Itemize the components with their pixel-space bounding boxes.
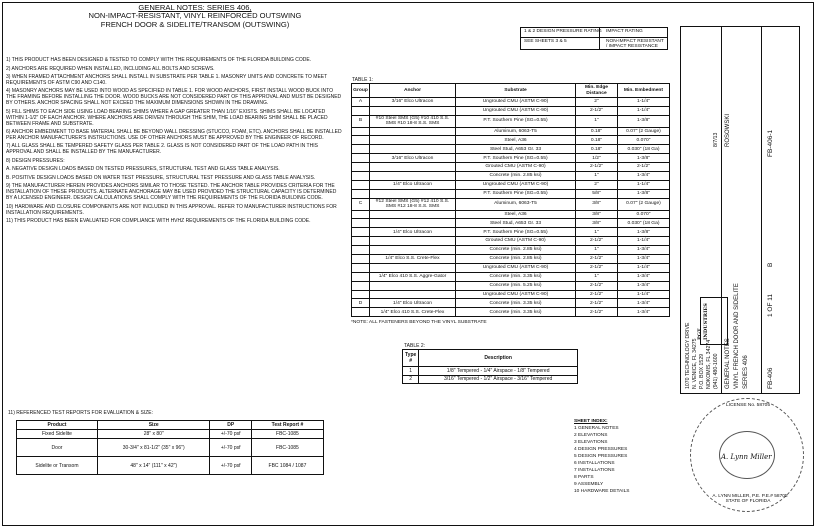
table-cell: 1-1/4" [618,290,670,299]
date: 8/7/13 [713,132,719,147]
table-row [352,308,670,317]
table-header: Size [97,421,210,430]
table-cell [352,254,370,263]
table-header: DP [210,421,251,430]
revision: B [767,262,774,267]
table-cell: 1-3/4" [618,254,670,263]
table-header: Min. Embedment [618,84,670,98]
title-line-3: SERIES 406 [743,355,749,389]
table-cell: 1 [403,367,419,376]
title-line-2: VINYL FRENCH DOOR AND SIDELITE [734,283,740,389]
table-cell: +/-70 psf [210,457,251,475]
table-cell: P.T. Southern Pine (SG=0.55) [456,154,576,163]
table-cell: 2" [576,98,618,107]
table-cell: 5/8" [576,189,618,198]
table-cell: 1/4" Elco Ultracon [370,299,456,308]
table-cell: 1-1/4" [618,106,670,115]
table-cell: 2-1/2" [576,308,618,317]
note-6: 6) ANCHOR EMBEDMENT TO BASE MATERIAL SHALL BE BEYOND WALL DRESSING (STUCCO, FOAM, ETC). ANCHORS SHALL BE INSTALLED PER ANCHOR MANUFACTURER'S INSTRUCTIONS. USE OF OTHER ANCHORS MUST BE APPROVED BY THE ENGINEER OF RECORD. [6,129,342,141]
table-header: Anchor [370,84,456,98]
glass-table [402,349,578,384]
design-pressure-box [520,27,668,50]
table-cell [352,163,370,172]
table-cell: 2-1/2" [576,237,618,246]
table-cell: 1-3/4" [618,299,670,308]
engineer-name: A. LYNN MILLER, P.E. P.E.# 58705 [712,494,788,499]
table-cell: D [352,299,370,308]
table-cell: Concrete (min. 2.85 ksi) [456,172,576,181]
table-row [352,127,670,136]
company-logo [697,297,728,345]
table1-title: TABLE 1: [352,77,374,83]
table-cell: 1-1/4" [618,263,670,272]
table-cell: 2-1/2" [576,281,618,290]
table-cell: FBC 1084 / 1087 [251,457,323,475]
impact-value: NON-IMPACT RESISTANT / IMPACT RESISTANCE [606,39,664,49]
table-cell: 0.030" (18 Ga) [618,219,670,228]
table-cell: FBC-1085 [251,439,323,457]
table-cell: Sidelite or Transom [17,457,98,475]
header-line-3: FRENCH DOOR & SIDELITE/TRANSOM (OUTSWING) [100,19,290,29]
table-cell: 1-1/4" [618,237,670,246]
table-cell: 2-1/2" [576,163,618,172]
table-cell [352,237,370,246]
table-cell: 2-1/2" [576,263,618,272]
table-cell: Steel Stud, A653 Gr. 33 [456,145,576,154]
table-row [352,281,670,290]
table-cell [370,237,456,246]
table-cell [370,210,456,219]
pressure-label: 1 & 2 DESIGN PRESSURE RATING [524,29,602,34]
table-cell: Steel, A36 [456,210,576,219]
table-cell [352,127,370,136]
table-cell: 1-1/4" [618,98,670,107]
table-cell: +/-70 psf [210,439,251,457]
table-cell: P.T. Southern Pine (SG=0.55) [456,228,576,237]
note-8: 8) DESIGN PRESSURES: [6,157,65,164]
table-cell: 1-3/4" [618,246,670,255]
table-row [352,163,670,172]
table-cell: 1/4" Elco 410 S.S. Aggre-Gator [370,272,456,281]
table-cell: Concrete (min. 3.35 ksi) [456,308,576,317]
list-item: 9 ASSEMBLY [574,482,604,487]
logo-text: PGT INDUSTRIES [697,303,709,340]
company-address-2: N. VENICE, FL 34275 [692,338,698,389]
company-address-4: NOKOMIS, FL 34274 [706,339,712,389]
table-cell: Ungrouted CMU (ASTM C-90) [456,106,576,115]
anchor-table [351,83,670,317]
table-header: Group [352,84,370,98]
dwg-number: FB-406-1 [767,129,774,157]
table-cell: Aluminum, 6063-T5 [456,127,576,136]
list-item: 8 PARTS [574,475,594,480]
table-cell [352,290,370,299]
list-item: 5 DESIGN PRESSURES [574,454,628,459]
table-cell: 48" x 14" (111" x 42") [97,457,210,475]
sheet-header [45,4,345,29]
note-3: 3) WHEN FRAMED ATTACHMENT ANCHORS SHALL INSTALL IN SUBSTRATE PER TABLE 1. MASONRY UNITS AND CONCRETE TO MEET REQUIREMENTS OF ASTM C90 AND C140. [6,74,328,86]
table-cell [370,163,456,172]
table-cell: 1/4" Elco Ultracon [370,228,456,237]
list-item: 7 INSTALLATIONS [574,468,615,473]
impact-label: IMPACT RATING [606,29,643,34]
company-phone: (941) 480-1600 [713,353,719,389]
table-cell: FBC-1085 [251,430,323,439]
table-row [403,367,578,376]
list-item: 1 GENERAL NOTES [574,426,619,431]
table-header: Substrate [456,84,576,98]
table-cell: Door [17,439,98,457]
header-line-2: NON-IMPACT-RESISTANT, VINYL REINFORCED OUTSWING [88,11,302,21]
table-cell: 0.07" (2 Gauge) [618,198,670,210]
table-header: Type # [403,350,419,367]
table-cell: 1/4" Elco 410 S.S. Crete-Flex [370,308,456,317]
table-cell: 2 [403,375,419,384]
product-table-title: 11) REFERENCED TEST REPORTS FOR EVALUATION & SIZE: [8,410,154,416]
table-row [352,299,670,308]
table-cell: #10 Steel SMS (G5) #10 410 S.S. SMS #10 18-8 S.S. SMS [370,115,456,127]
table-cell: 1-3/4" [618,308,670,317]
table-row [352,228,670,237]
table-cell [352,308,370,317]
table-cell [370,189,456,198]
table-cell: P.T. Southern Pine (SG=0.55) [456,189,576,198]
table-cell: 1" [576,228,618,237]
table-cell [352,136,370,145]
table-cell: Aluminum, 6063-T5 [456,198,576,210]
table-cell: 1/8" Tempered - 1/4" Airspace - 1/8" Tempered [419,367,578,376]
note-7: 7) ALL GLASS SHALL BE TEMPERED SAFETY GLASS PER TABLE 2. GLASS IS NOT CONSIDERED PART OF THE LOAD PATH IN THIS APPROVAL AND SHALL BE INSTALLED BY THE MANUFACTURER. [6,143,318,156]
table-cell: 0.18" [576,145,618,154]
table-cell [352,228,370,237]
table-cell: 3/16" Elco Ultracon [370,154,456,163]
table-cell [352,180,370,189]
table-cell: Ungrouted CMU (ASTM C-90) [456,290,576,299]
drawn-by: ROSOWSKI [725,113,731,147]
table-row [352,154,670,163]
table-cell: 2-1/2" [576,290,618,299]
table-cell: 0.030" (18 Ga) [618,145,670,154]
table-cell: Concrete (min. 2.85 ksi) [456,254,576,263]
list-item: 2 ELEVATIONS [574,433,608,438]
table-cell: 1-3/4" [618,272,670,281]
table-row [17,439,324,457]
seal-ring-bottom: STATE OF FLORIDA [725,499,771,504]
table-cell: 1/4" Elco S.S. Crete-Flex [370,254,456,263]
table-row [352,219,670,228]
table-cell: Fixed Sidelite [17,430,98,439]
table-row [352,263,670,272]
note-2: 2) ANCHORS ARE REQUIRED WHEN INSTALLED, INCLUDING ALL BOLTS AND SCREWS. [6,65,215,72]
table-row [352,106,670,115]
table-header: Test Report # [251,421,323,430]
table-row [352,115,670,127]
table-cell: Ungrouted CMU (ASTM C-90) [456,263,576,272]
table-cell [370,172,456,181]
list-item: 3 ELEVATIONS [574,440,608,445]
table-cell [352,263,370,272]
list-item: 6 INSTALLATIONS [574,461,615,466]
table-row [352,189,670,198]
table-cell [352,172,370,181]
table-cell [370,219,456,228]
table-row [352,98,670,107]
table-cell [370,106,456,115]
table-cell: Concrete (min. 2.85 ksi) [456,246,576,255]
table-cell: 1-3/8" [618,228,670,237]
table-cell: Grouted CMU (ASTM C-90) [456,237,576,246]
header-line-1: GENERAL NOTES: SERIES 406, [138,3,252,12]
table-cell: Steel Stud, A653 Gr. 33 [456,219,576,228]
table-row [352,237,670,246]
table1-note: *NOTE: ALL FASTENERS BEYOND THE VINYL SUBSTRATE [351,320,487,325]
note-5: 5) FILL SHIMS TO EACH SIDE USING LOAD BEARING SHIMS WHERE A GAP GREATER THAN 1/16" EXISTS. SHIMS SHALL BE LOCATED WITHIN 1-1/2" OF EACH ANCHOR. WHERE ANCHORS ARE DRIVEN THROUGH THE SHIM, THE LOAD BEARING SHIM SHALL BE PLACED BETWEEN FRAME AND SUBSTRATE. [6,108,328,127]
table-cell [370,290,456,299]
table-header: Min. Edge Distance [576,84,618,98]
table-cell: P.T. Southern Pine (SG=0.55) [456,115,576,127]
table-cell: 1-3/4" [618,172,670,181]
note-1: 1) THIS PRODUCT HAS BEEN DESIGNED & TESTED TO COMPLY WITH THE REQUIREMENTS OF THE FLORIDA BUILDING CODE. [6,57,312,63]
table-cell: 1" [576,172,618,181]
title-line-1: GENERAL NOTES [725,338,731,389]
general-notes [6,58,344,228]
table-cell [370,136,456,145]
table-cell: Steel, A36 [456,136,576,145]
table-cell: #12 Steel SMS (G5) #12 410 S.S. SMS #12 18-8 S.S. SMS [370,198,456,210]
table-cell: 30-3/4" x 81-1/2" (35" x 96") [97,439,210,457]
table-cell [352,281,370,290]
table-cell: 1/2" [576,154,618,163]
table-cell: 0.18" [576,136,618,145]
table-cell: 1" [576,272,618,281]
table-cell: 2-1/2" [618,163,670,172]
table2-title: TABLE 2: [404,343,426,349]
table-cell: C [352,198,370,210]
drawing-number: FB-406 [767,367,774,389]
index-title: SHEET INDEX: [574,419,608,424]
table-row [352,210,670,219]
sheet-index [574,418,674,495]
table-cell: Grouted CMU (ASTM C-90) [456,163,576,172]
table-cell: 2-1/2" [576,254,618,263]
table-cell: 0.070" [618,210,670,219]
table-cell: 3/8" [576,198,618,210]
table-cell: Concrete (min. 5.25 ksi) [456,281,576,290]
table-cell: 3/16" Elco Ultracon [370,98,456,107]
table-cell: 1-1/4" [618,180,670,189]
table-row [17,430,324,439]
table-row [352,198,670,210]
table-cell [352,145,370,154]
table-cell [352,219,370,228]
table-cell: 1-3/8" [618,154,670,163]
table-row [352,145,670,154]
table-cell: 3/8" [576,219,618,228]
table-cell [370,246,456,255]
table-cell: A [352,98,370,107]
table-row [17,457,324,475]
note-9: 9) THE MANUFACTURER HEREIN PROVIDES ANCHORS SIMILAR TO THOSE TESTED. THE ANCHOR TABLE PROVIDES CRITERIA FOR THE INSTALLATION OF THESE PRODUCTS. ALTERNATE ANCHORAGE MAY BE USED PROVIDED THE STRUCTURAL CAPACITY IS DETERMINED BY A LICENSED ENGINEER. DESIGN CALCULATIONS SHALL COMPLY WITH THE REQUIREMENTS OF THE FLORIDA BUILDING CODE. [6,183,337,202]
table-row [352,246,670,255]
table-cell [370,127,456,136]
note-4: 4) MASONRY ANCHORS MAY BE USED INTO WOOD AS SPECIFIED IN TABLE 1. FOR WOOD ANCHORS, FIRST INSTALL WOOD BUCK INTO THE FRAMING BEFORE INSTALLING THE DOOR. WOOD BUCKS ARE NOT CONSIDERED PART OF THIS APPROVAL AND MUST BE DESIGNED BY OTHERS. ANCHOR SPACING SHALL NOT EXCEED THE MAXIMUM DIMENSIONS SHOWN IN THE DRAWING. [6,88,342,107]
table-cell [352,106,370,115]
table-cell: 2" [576,180,618,189]
pressure-value: SEE SHEETS 3 & 5 [524,39,567,44]
table-row [352,136,670,145]
company-address-1: 1070 TECHNOLOGY DRIVE [685,322,691,389]
table-cell: Ungrouted CMU (ASTM C-90) [456,180,576,189]
table-cell: 1" [576,115,618,127]
table-cell: 0.070" [618,136,670,145]
table-cell [352,210,370,219]
table-cell: 28" x 80" [97,430,210,439]
table-cell: 1-3/8" [618,189,670,198]
table-cell: 1-3/8" [618,115,670,127]
note-8a: A. NEGATIVE DESIGN LOADS BASED ON TESTED PRESSURES, STRUCTURAL TEST AND GLASS TABLE ANALYSIS. [6,166,280,173]
note-11: 11) THIS PRODUCT HAS BEEN EVALUATED FOR COMPLIANCE WITH HVHZ REQUIREMENTS OF THE FLORIDA BUILDING CODE. [6,218,311,225]
table-cell: 3/16" Tempered - 1/2" Airspace - 3/16" Tempered [419,375,578,384]
table-cell: 3/8" [576,210,618,219]
table-cell: Concrete (min. 3.35 ksi) [456,272,576,281]
product-table [16,420,324,475]
note-10: 10) HARDWARE AND CLOSURE COMPONENTS ARE NOT INCLUDED IN THIS APPROVAL. REFER TO MANUFACTURER INSTRUCTIONS FOR INSTALLATION REQUIREMENTS. [6,203,337,216]
seal-ring-top: LICENSE No. 58705 [726,403,770,408]
table-row [352,290,670,299]
sheet-number: 1 OF 11 [767,293,774,317]
company-address-3: P.O. BOX 1529 [699,353,705,389]
table-row [403,375,578,384]
table-cell: +/-70 psf [210,430,251,439]
table-header: Description [419,350,578,367]
divider [521,37,667,38]
table-cell [352,272,370,281]
table-cell [352,154,370,163]
table-cell: 1/4" Elco Ultracon [370,180,456,189]
table-cell: 1-3/4" [618,281,670,290]
table-cell [370,145,456,154]
table-cell: 2-1/2" [576,106,618,115]
table-cell [352,246,370,255]
table-row [352,254,670,263]
list-item: 4 DESIGN PRESSURES [574,447,628,452]
table-cell: 1" [576,246,618,255]
table-row [352,172,670,181]
table-cell: B [352,115,370,127]
table-cell: 0.07" (2 Gauge) [618,127,670,136]
table-cell: 0.18" [576,127,618,136]
table-cell [370,281,456,290]
table-header: Product [17,421,98,430]
table-cell [370,263,456,272]
table-cell [352,189,370,198]
table-cell: Concrete (min. 3.35 ksi) [456,299,576,308]
table-cell: Ungrouted CMU (ASTM C-90) [456,98,576,107]
table-cell: 2-1/2" [576,299,618,308]
list-item: 10 HARDWARE DETAILS [574,489,630,494]
table-row [352,272,670,281]
table-row [352,180,670,189]
signature: A. Lynn Miller [721,453,772,461]
note-8b: B. POSITIVE DESIGN LOADS BASED ON WATER TEST PRESSURE, STRUCTURAL TEST PRESSURE AND GLASS TABLE ANALYSIS. [6,174,316,181]
